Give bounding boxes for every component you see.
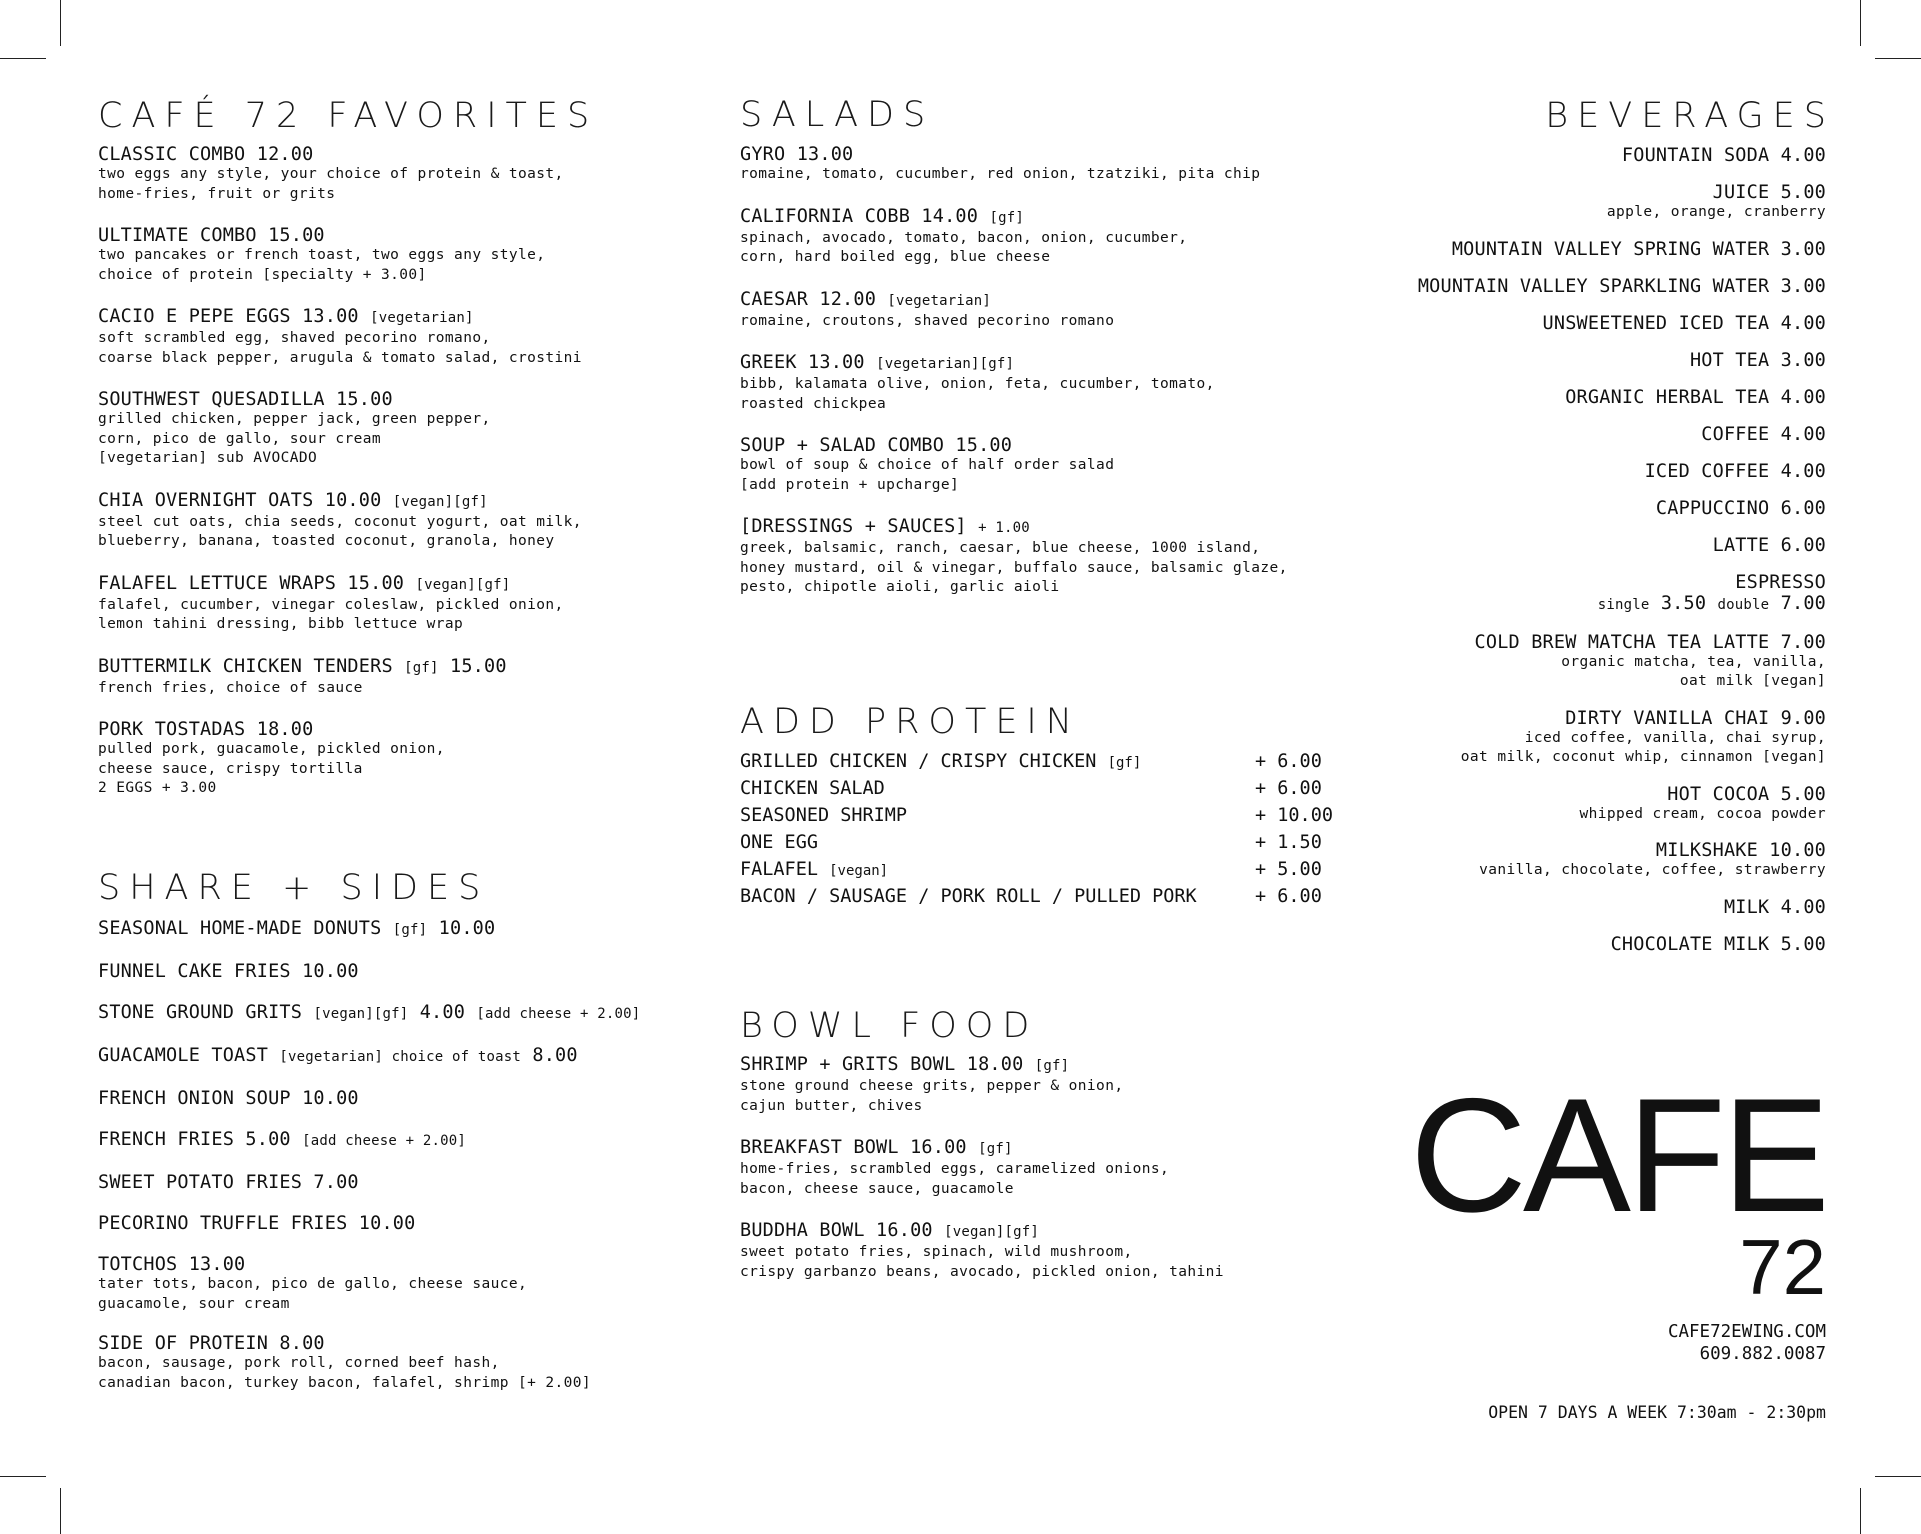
- menu-item-description: corn, pico de gallo, sour cream: [98, 430, 382, 447]
- bowls-list: [740, 1054, 1380, 1303]
- protein-row: [740, 856, 1380, 883]
- menu-item: [98, 144, 698, 204]
- menu-item-description: canadian bacon, turkey bacon, falafel, shrimp [+ 2.00]: [98, 1374, 592, 1391]
- menu-item: [98, 1172, 698, 1193]
- menu-item-title: [740, 289, 1380, 312]
- diet-tag: [vegetarian] choice of toast: [279, 1049, 522, 1065]
- beverage-item: [1380, 498, 1826, 519]
- crop-mark: [1875, 58, 1921, 59]
- beverage-description: whipped cream, cocoa powder: [1579, 805, 1826, 822]
- menu-item-title: [740, 435, 1380, 456]
- beverage-name: FOUNTAIN SODA 4.00: [1621, 145, 1826, 166]
- menu-item: [98, 719, 698, 799]
- menu-item-name: FRENCH ONION SOUP 10.00: [98, 1088, 359, 1109]
- diet-tag: + 1.00: [978, 520, 1030, 536]
- menu-item-title: [98, 306, 698, 329]
- menu-item-description: pesto, chipotle aioli, garlic aioli: [740, 579, 1060, 595]
- size-price: 7.00: [1780, 592, 1826, 614]
- beverage-item: [1380, 632, 1826, 692]
- protein-list: [740, 748, 1380, 910]
- beverage-item: [1380, 840, 1826, 881]
- menu-item: [740, 435, 1380, 495]
- beverage-description: organic matcha, tea, vanilla,: [1561, 653, 1826, 670]
- salads-list: [740, 144, 1380, 619]
- protein-price: + 6.00: [1255, 778, 1322, 799]
- menu-item-description: choice of protein [specialty + 3.00]: [98, 266, 427, 283]
- menu-item-description: grilled chicken, pepper jack, green pepper,: [98, 411, 491, 427]
- sides-title: SHARE + SIDES: [98, 868, 490, 908]
- diet-tag: [vegan][gf]: [392, 493, 488, 510]
- menu-item-name: CALIFORNIA COBB 14.00: [740, 205, 979, 227]
- add-on-tag: [add cheese + 2.00]: [476, 1006, 641, 1022]
- menu-item-description: tater tots, bacon, pico de gallo, cheese sauce,: [98, 1276, 528, 1292]
- beverage-item: [1380, 708, 1826, 768]
- protein-price: + 6.00: [1255, 751, 1322, 772]
- menu-item-description: romaine, croutons, shaved pecorino romano: [740, 312, 1115, 329]
- beverage-description: iced coffee, vanilla, chai syrup,: [1524, 729, 1826, 746]
- menu-item-description: steel cut oats, chia seeds, coconut yogurt, oat milk,: [98, 513, 582, 530]
- protein-name: ONE EGG: [740, 832, 818, 853]
- menu-item-name: SOUTHWEST QUESADILLA 15.00: [98, 389, 393, 410]
- diet-tag: [vegetarian]: [370, 310, 474, 326]
- diet-tag: [vegan][gf]: [313, 1006, 409, 1022]
- beverage-name: MILKSHAKE 10.00: [1655, 840, 1826, 861]
- protein-name: SEASONED SHRIMP: [740, 805, 908, 826]
- menu-item: [740, 289, 1380, 332]
- crop-mark: [60, 0, 61, 46]
- menu-item: [98, 1002, 698, 1025]
- menu-item: [98, 1129, 698, 1152]
- beverage-name: ICED COFFEE 4.00: [1644, 460, 1826, 482]
- menu-item-description: spinach, avocado, tomato, bacon, onion, cucumber,: [740, 229, 1188, 246]
- menu-item: [98, 656, 698, 699]
- menu-item-description: cheese sauce, crispy tortilla: [98, 760, 363, 777]
- beverage-item: [1380, 461, 1826, 482]
- menu-item-description: bacon, sausage, pork roll, corned beef hash,: [98, 1355, 500, 1371]
- menu-item-description: french fries, choice of sauce: [98, 679, 363, 696]
- beverage-name: HOT COCOA 5.00: [1667, 783, 1826, 805]
- menu-item-description: guacamole, sour cream: [98, 1295, 290, 1312]
- menu-item: [98, 389, 698, 469]
- menu-item-name: BUTTERMILK CHICKEN TENDERS: [98, 655, 393, 677]
- menu-item-description: [add protein + upcharge]: [740, 476, 960, 493]
- protein-name-cell: [740, 805, 1255, 826]
- menu-item-name: GREEK 13.00: [740, 352, 865, 373]
- menu-item-title: [98, 961, 698, 982]
- menu-item: [740, 352, 1380, 414]
- crop-mark: [1860, 0, 1861, 46]
- menu-item-name: SHRIMP + GRITS BOWL 18.00: [740, 1054, 1024, 1075]
- menu-item-title: [740, 1054, 1380, 1077]
- menu-item-title: [98, 918, 698, 941]
- menu-item: [98, 490, 698, 552]
- menu-item: [740, 1054, 1380, 1116]
- crop-mark: [1860, 1488, 1861, 1534]
- protein-name: CHICKEN SALAD: [740, 778, 885, 799]
- website-link[interactable]: CAFE72EWING.COM: [1667, 1322, 1826, 1342]
- protein-name: FALAFEL: [740, 859, 818, 880]
- menu-item: [98, 225, 698, 285]
- beverage-name: HOT TEA 3.00: [1689, 349, 1826, 371]
- diet-tag: [gf]: [978, 1141, 1013, 1157]
- beverage-item: [1380, 276, 1826, 297]
- protein-name: GRILLED CHICKEN / CRISPY CHICKEN: [740, 751, 1097, 772]
- menu-item-title: [98, 144, 698, 165]
- protein-name-cell: [740, 778, 1255, 799]
- menu-item-description: two eggs any style, your choice of protein & toast,: [98, 166, 564, 182]
- beverage-description: apple, orange, cranberry: [1606, 204, 1826, 220]
- diet-tag: [vegan]: [829, 863, 889, 879]
- menu-item-title: [740, 516, 1380, 539]
- salads-title: SALADS: [740, 95, 935, 135]
- beverage-name: COLD BREW MATCHA TEA LATTE 7.00: [1474, 631, 1826, 653]
- menu-item-name: FALAFEL LETTUCE WRAPS 15.00: [98, 572, 405, 594]
- menu-item-title: [740, 206, 1380, 229]
- diet-tag: [gf]: [392, 922, 428, 938]
- menu-item-name: SOUP + SALAD COMBO 15.00: [740, 435, 1013, 456]
- logo-number: 72: [1739, 1223, 1826, 1311]
- protein-name-cell: [740, 751, 1255, 772]
- menu-item-name: CLASSIC COMBO 12.00: [98, 144, 314, 165]
- crop-mark: [60, 1488, 61, 1534]
- beverage-name: MILK 4.00: [1723, 896, 1826, 918]
- menu-item-name: CAESAR 12.00: [740, 288, 877, 310]
- menu-item-description: bibb, kalamata olive, onion, feta, cucumber, tomato,: [740, 376, 1215, 392]
- menu-item: [98, 1254, 698, 1314]
- diet-tag: [gf]: [1034, 1058, 1070, 1074]
- menu-item-description: bowl of soup & choice of half order salad: [740, 457, 1115, 473]
- menu-item-name: TOTCHOS 13.00: [98, 1254, 246, 1275]
- protein-row: [740, 829, 1380, 856]
- diet-tag: [vegan][gf]: [415, 576, 511, 593]
- menu-item: [98, 1333, 698, 1393]
- protein-name-cell: [740, 859, 1255, 880]
- protein-name-cell: [740, 886, 1255, 907]
- menu-item-description: lemon tahini dressing, bibb lettuce wrap: [98, 616, 464, 632]
- menu-item-title: [98, 389, 698, 410]
- menu-item-title: [98, 719, 698, 740]
- protein-row: [740, 883, 1380, 910]
- diet-tag: [gf]: [404, 659, 439, 676]
- menu-item-description: crispy garbanzo beans, avocado, pickled onion, tahini: [740, 1263, 1224, 1280]
- menu-item-description: blueberry, banana, toasted coconut, granola, honey: [98, 533, 555, 549]
- menu-item-title: [98, 1045, 698, 1068]
- beverage-item: [1380, 784, 1826, 825]
- beverage-name: DIRTY VANILLA CHAI 9.00: [1565, 707, 1826, 729]
- menu-item-title: [98, 1254, 698, 1275]
- beverage-description: oat milk [vegan]: [1679, 673, 1826, 689]
- menu-item-name: STONE GROUND GRITS: [98, 1002, 303, 1023]
- menu-item-price: 15.00: [450, 655, 507, 677]
- menu-item-description: pulled pork, guacamole, pickled onion,: [98, 741, 445, 757]
- diet-tag: [gf]: [989, 209, 1024, 226]
- menu-item-price: 10.00: [438, 918, 496, 939]
- beverage-item: [1380, 572, 1826, 616]
- protein-name-cell: [740, 832, 1255, 853]
- menu-item: [740, 1137, 1380, 1199]
- menu-item-name: CHIA OVERNIGHT OATS 10.00: [98, 489, 382, 511]
- menu-item: [98, 918, 698, 941]
- beverage-name: ORGANIC HERBAL TEA 4.00: [1565, 386, 1826, 408]
- menu-item-description: sweet potato fries, spinach, wild mushroom,: [740, 1244, 1133, 1260]
- menu-item: [98, 961, 698, 982]
- menu-item-description: bacon, cheese sauce, guacamole: [740, 1180, 1014, 1197]
- protein-price: + 10.00: [1255, 805, 1333, 826]
- beverages-title: BEVERAGES: [1545, 96, 1835, 136]
- crop-mark: [0, 58, 46, 59]
- protein-price: + 6.00: [1255, 886, 1322, 907]
- menu-item-title: [98, 573, 698, 596]
- beverage-item: [1380, 387, 1826, 408]
- menu-item-name: SWEET POTATO FRIES 7.00: [98, 1172, 359, 1193]
- beverage-name: JUICE 5.00: [1712, 182, 1826, 203]
- protein-row: [740, 775, 1380, 802]
- beverage-item: [1380, 535, 1826, 556]
- protein-title: ADD PROTEIN: [740, 702, 1081, 742]
- diet-tag: [vegan][gf]: [944, 1224, 1040, 1240]
- menu-item-description: two pancakes or french toast, two eggs any style,: [98, 247, 546, 263]
- menu-item-title: [740, 1137, 1380, 1160]
- menu-item-description: home-fries, fruit or grits: [98, 185, 336, 202]
- menu-item-title: [98, 656, 698, 679]
- menu-item-description: greek, balsamic, ranch, caesar, blue cheese, 1000 island,: [740, 540, 1261, 556]
- menu-item-name: FUNNEL CAKE FRIES 10.00: [98, 961, 359, 982]
- menu-item-description: soft scrambled egg, shaved pecorino romano,: [98, 330, 491, 346]
- menu-item-name: BUDDHA BOWL 16.00: [740, 1220, 933, 1241]
- opening-hours: OPEN 7 DAYS A WEEK 7:30am - 2:30pm: [1488, 1403, 1826, 1422]
- menu-item-description: cajun butter, chives: [740, 1097, 923, 1114]
- beverage-item: [1380, 897, 1826, 918]
- menu-item-title: [98, 1213, 698, 1234]
- protein-row: [740, 802, 1380, 829]
- beverage-name: CAPPUCCINO 6.00: [1655, 497, 1826, 519]
- menu-item-name: SIDE OF PROTEIN 8.00: [98, 1333, 325, 1354]
- protein-name: BACON / SAUSAGE / PORK ROLL / PULLED PORK: [740, 886, 1197, 907]
- beverage-item: [1380, 350, 1826, 371]
- menu-item-title: [98, 1088, 698, 1109]
- beverage-name: CHOCOLATE MILK 5.00: [1610, 933, 1826, 955]
- menu-item: [98, 1088, 698, 1109]
- phone-number[interactable]: 609.882.0087: [1699, 1344, 1826, 1364]
- diet-tag: [vegetarian][gf]: [876, 356, 1015, 372]
- diet-tag: [gf]: [1107, 755, 1142, 771]
- beverage-item: [1380, 934, 1826, 955]
- menu-item-price: 8.00: [532, 1045, 578, 1066]
- beverages-list: [1380, 145, 1826, 971]
- menu-item: [740, 516, 1380, 598]
- menu-item-title: [98, 490, 698, 513]
- menu-item-description: 2 EGGS + 3.00: [98, 780, 217, 796]
- size-label: single: [1597, 596, 1650, 613]
- menu-item-title: [98, 225, 698, 246]
- menu-item: [98, 306, 698, 368]
- menu-item-name: BREAKFAST BOWL 16.00: [740, 1137, 967, 1158]
- menu-item: [98, 1213, 698, 1234]
- beverage-name: COFFEE 4.00: [1701, 423, 1826, 445]
- menu-item: [740, 206, 1380, 268]
- menu-item-name: PORK TOSTADAS 18.00: [98, 719, 314, 740]
- diet-tag: [add cheese + 2.00]: [302, 1133, 467, 1149]
- beverage-name: UNSWEETENED ICED TEA 4.00: [1542, 312, 1826, 334]
- espresso-sizes: [1380, 593, 1826, 616]
- protein-row: [740, 748, 1380, 775]
- menu-item-description: roasted chickpea: [740, 395, 887, 412]
- diet-tag: [vegetarian]: [887, 292, 991, 309]
- beverage-name: MOUNTAIN VALLEY SPARKLING WATER 3.00: [1417, 275, 1826, 297]
- bowls-title: BOWL FOOD: [740, 1006, 1039, 1046]
- menu-item-description: romaine, tomato, cucumber, red onion, tzatziki, pita chip: [740, 166, 1261, 182]
- menu-item-description: [vegetarian] sub AVOCADO: [98, 450, 318, 466]
- crop-mark: [1875, 1476, 1921, 1477]
- menu-item-title: [740, 144, 1380, 165]
- menu-item: [98, 573, 698, 635]
- menu-item-name: ULTIMATE COMBO 15.00: [98, 225, 325, 246]
- menu-item-description: honey mustard, oil & vinegar, buffalo sauce, balsamic glaze,: [740, 559, 1288, 576]
- menu-item-description: home-fries, scrambled eggs, caramelized onions,: [740, 1161, 1170, 1177]
- menu-item-description: stone ground cheese grits, pepper & onion,: [740, 1078, 1124, 1094]
- menu-item-name: FRENCH FRIES 5.00: [98, 1129, 291, 1150]
- menu-item: [98, 1045, 698, 1068]
- logo-cafe: CAFE: [1409, 1065, 1826, 1246]
- menu-item-title: [98, 1129, 698, 1152]
- menu-item: [740, 144, 1380, 185]
- menu-item-name: PECORINO TRUFFLE FRIES 10.00: [98, 1213, 416, 1234]
- menu-item-name: CACIO E PEPE EGGS 13.00: [98, 306, 359, 327]
- sides-list: [98, 918, 698, 1412]
- menu-item-title: [98, 1333, 698, 1354]
- beverage-name: LATTE 6.00: [1712, 534, 1826, 556]
- menu-item-name: SEASONAL HOME-MADE DONUTS: [98, 918, 382, 939]
- menu-item-title: [98, 1172, 698, 1193]
- beverage-item: [1380, 239, 1826, 260]
- menu-item: [740, 1220, 1380, 1282]
- beverage-name: ESPRESSO: [1735, 571, 1826, 593]
- menu-item-price: 4.00: [419, 1002, 466, 1023]
- protein-price: + 5.00: [1255, 859, 1322, 880]
- menu-item-description: coarse black pepper, arugula & tomato salad, crostini: [98, 349, 582, 366]
- beverage-description: oat milk, coconut whip, cinnamon [vegan]: [1460, 749, 1826, 765]
- beverage-name: MOUNTAIN VALLEY SPRING WATER 3.00: [1451, 238, 1826, 260]
- menu-item-name: GUACAMOLE TOAST: [98, 1045, 269, 1066]
- menu-item-name: [DRESSINGS + SAUCES]: [740, 516, 967, 537]
- crop-mark: [0, 1476, 46, 1477]
- menu-item-title: [740, 1220, 1380, 1243]
- favorites-list: [98, 144, 698, 820]
- beverage-item: [1380, 182, 1826, 223]
- menu-item-title: [98, 1002, 698, 1025]
- size-label: double: [1717, 596, 1770, 613]
- beverage-item: [1380, 145, 1826, 166]
- protein-price: + 1.50: [1255, 832, 1322, 853]
- beverage-item: [1380, 424, 1826, 445]
- beverage-item: [1380, 313, 1826, 334]
- favorites-title: CAFÉ 72 FAVORITES: [98, 96, 599, 136]
- size-price: 3.50: [1660, 592, 1707, 614]
- menu-item-description: corn, hard boiled egg, blue cheese: [740, 249, 1051, 265]
- menu-item-name: GYRO 13.00: [740, 144, 854, 165]
- menu-item-description: falafel, cucumber, vinegar coleslaw, pickled onion,: [98, 596, 564, 613]
- menu-item-title: [740, 352, 1380, 375]
- beverage-description: vanilla, chocolate, coffee, strawberry: [1479, 862, 1826, 878]
